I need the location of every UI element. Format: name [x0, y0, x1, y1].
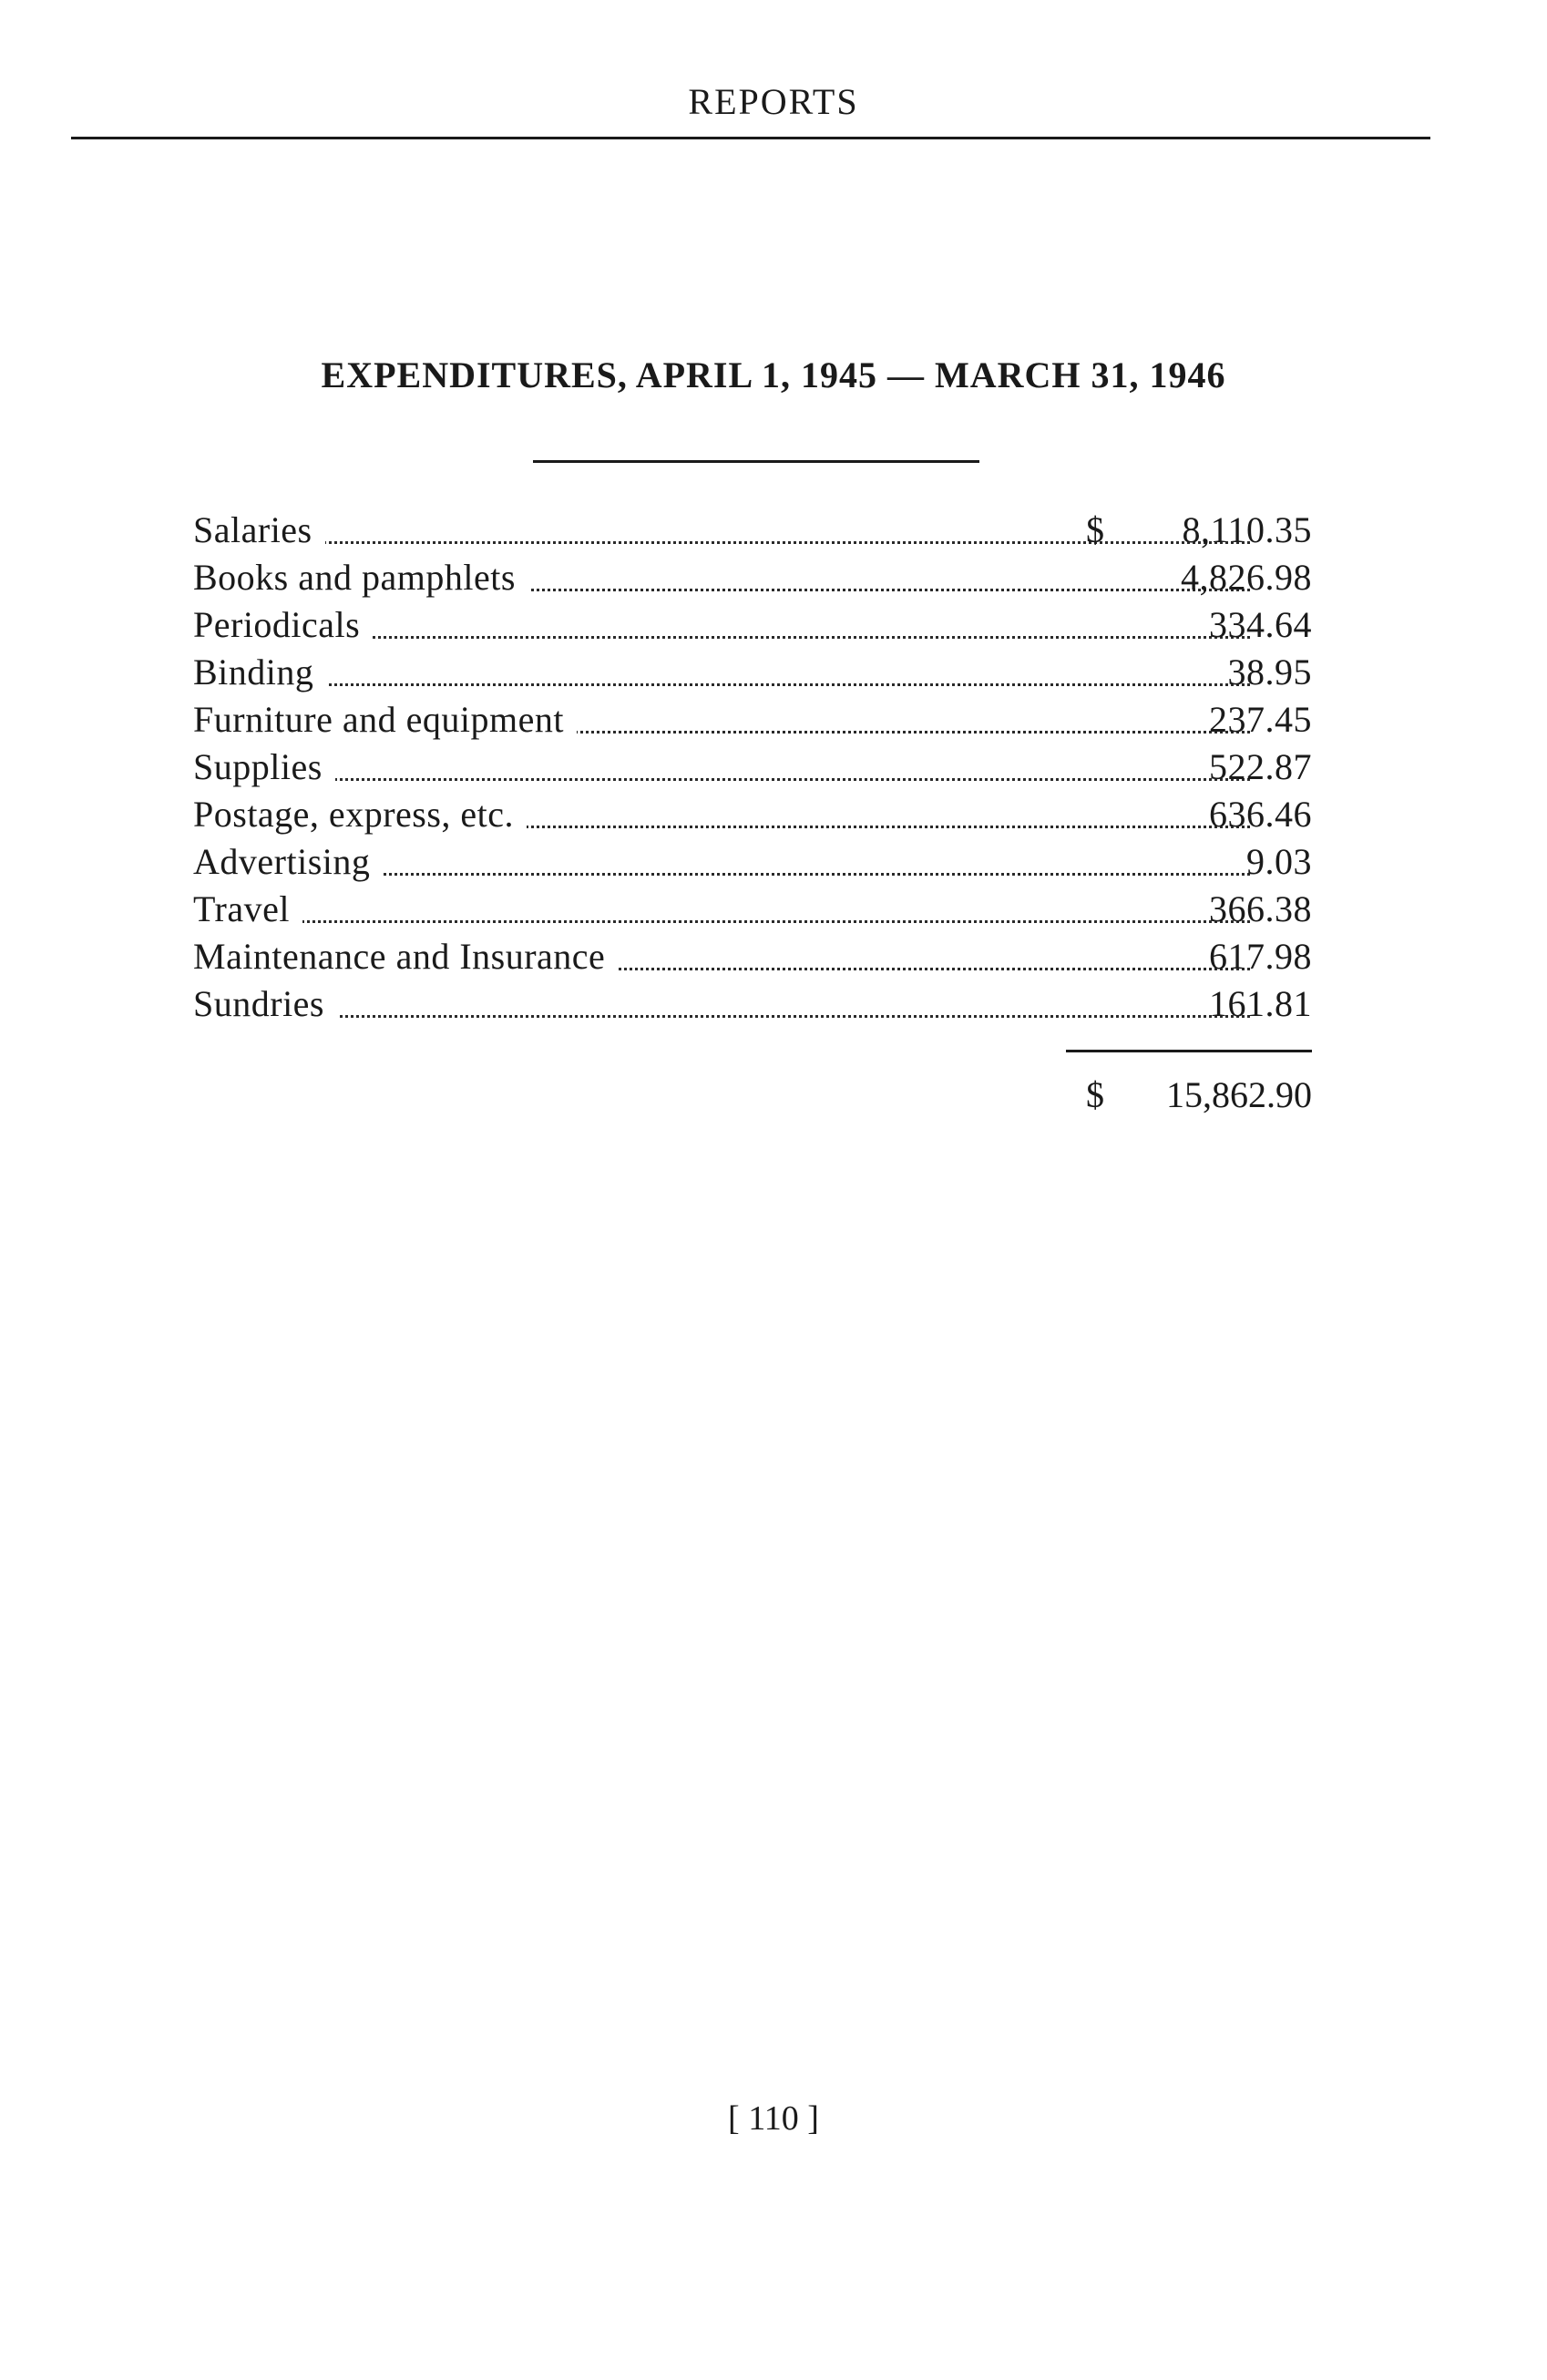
ledger-row-salaries: [193, 507, 1312, 554]
ledger-label: Binding: [193, 649, 326, 696]
ledger-row-travel: [193, 886, 1312, 933]
ledger-label: Sundries: [193, 980, 337, 1028]
ledger-amount: 366.38: [1209, 888, 1312, 929]
ledger-label: Furniture and equipment: [193, 696, 577, 744]
header-rule: [71, 137, 1430, 139]
ledger-row-sundries: [193, 980, 1312, 1028]
ledger-amount: 334.64: [1209, 604, 1312, 645]
total-currency-symbol: $: [1086, 1074, 1104, 1115]
ledger-row-supplies: [193, 744, 1312, 791]
ledger-label: Salaries: [193, 507, 325, 554]
ledger-amount: 4,826.98: [1181, 557, 1312, 598]
page-number: [ 110 ]: [728, 2099, 819, 2138]
dot-leader: [193, 1015, 1250, 1018]
ledger-amount: 8,110.35: [1182, 509, 1312, 550]
ledger-amount: 617.98: [1209, 936, 1312, 977]
ledger-label: Maintenance and Insurance: [193, 933, 618, 980]
title-rule: [533, 460, 979, 463]
ledger-label: Postage, express, etc.: [193, 791, 527, 838]
total-row: [1066, 1072, 1312, 1119]
dot-leader: [193, 683, 1250, 686]
total-rule: [1066, 1050, 1312, 1052]
running-head: REPORTS: [688, 81, 859, 122]
report-title: EXPENDITURES, APRIL 1, 1945 — MARCH 31, 1946: [321, 354, 1226, 395]
expenditure-ledger: [193, 507, 1312, 1028]
ledger-label: Supplies: [193, 744, 335, 791]
ledger-row-advertising: [193, 838, 1312, 886]
ledger-label: Books and pamphlets: [193, 554, 528, 601]
total-amount: 15,862.90: [1166, 1074, 1312, 1115]
ledger-row-binding: [193, 649, 1312, 696]
ledger-amount: 636.46: [1209, 794, 1312, 835]
ledger-amount: 9.03: [1246, 841, 1312, 882]
ledger-label: Periodicals: [193, 601, 373, 649]
ledger-label: Advertising: [193, 838, 383, 886]
dot-leader: [193, 920, 1250, 923]
ledger-row-maintenance: [193, 933, 1312, 980]
ledger-label: Travel: [193, 886, 302, 933]
ledger-amount: 161.81: [1209, 983, 1312, 1024]
dot-leader: [193, 778, 1250, 781]
ledger-row-periodicals: [193, 601, 1312, 649]
ledger-row-books: [193, 554, 1312, 601]
currency-symbol: $: [1086, 509, 1105, 550]
ledger-amount: 38.95: [1227, 651, 1312, 692]
ledger-amount: 522.87: [1209, 746, 1312, 787]
ledger-row-postage: [193, 791, 1312, 838]
ledger-amount: 237.45: [1209, 699, 1312, 740]
ledger-row-furniture: [193, 696, 1312, 744]
